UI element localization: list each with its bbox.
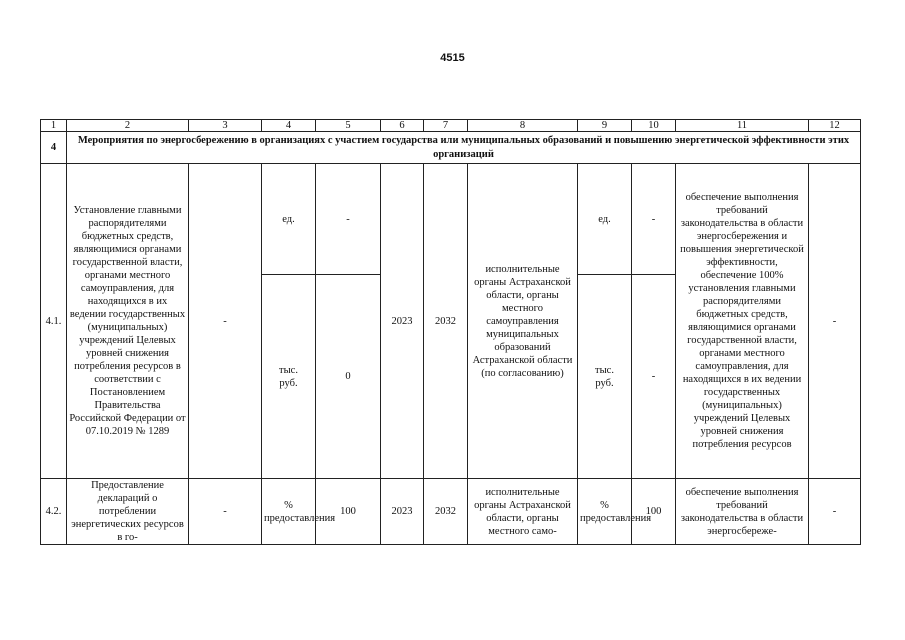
value-cell: 0	[316, 275, 381, 479]
value10-cell: -	[632, 164, 676, 275]
col3-value: -	[189, 479, 262, 545]
year-end: 2032	[424, 479, 468, 545]
col-header: 9	[578, 120, 632, 132]
col-header: 2	[67, 120, 189, 132]
expected-result: обеспечение выполнения требований законодательства в области энергосбережения и повышения энергетической эффективности, обеспечение 100% установления главными распорядителями бюджетных средств, являющимися органами государственной власти, органами местного самоуправления, для находящихся в их ведении государственных (муниципальных) учреждений Целевых уровней снижения потребления ресурсов	[676, 164, 809, 479]
page-number: 4515	[440, 52, 465, 64]
unit-cell: % предоставления	[262, 479, 316, 545]
col-header: 6	[381, 120, 424, 132]
measures-table	[40, 119, 861, 545]
year-start: 2023	[381, 164, 424, 479]
executor: исполнительные органы Астраханской области, органы местного самоуправления муниципальных образований Астраханской области (по согласованию)	[468, 164, 578, 479]
col-header: 4	[262, 120, 316, 132]
section-row	[41, 132, 861, 164]
expected-result: обеспечение выполнения требований законодательства в области энергосбереже-	[676, 479, 809, 545]
col-header: 7	[424, 120, 468, 132]
unit-cell: ед.	[262, 164, 316, 275]
col-header: 3	[189, 120, 262, 132]
col-header: 11	[676, 120, 809, 132]
value10-cell: 100	[632, 479, 676, 545]
value10-cell: -	[632, 275, 676, 479]
year-end: 2032	[424, 164, 468, 479]
value-cell: 100	[316, 479, 381, 545]
col-header: 8	[468, 120, 578, 132]
table-row	[41, 164, 861, 275]
col-header: 12	[809, 120, 861, 132]
col-header: 5	[316, 120, 381, 132]
col-header: 10	[632, 120, 676, 132]
col12-value: -	[809, 479, 861, 545]
col12-value: -	[809, 164, 861, 479]
measure-description: Установление главными распорядителями бюджетных средств, являющимися органами государственной власти, органами местного самоуправления, для находящихся в их ведении государственных (муниципальных) учреждений Целевых уровней снижения потребления ресурсов в соответствии с Постановлением Правительства Российской Федерации от 07.10.2019 № 1289	[67, 164, 189, 479]
section-number: 4	[41, 132, 67, 164]
unit9-cell: % предоставления	[578, 479, 632, 545]
row-number: 4.2.	[41, 479, 67, 545]
section-title: Мероприятия по энергосбережению в организациях с участием государства или муниципальных образований и повышению энергетической эффективности этих организаций	[67, 132, 861, 164]
col-header: 1	[41, 120, 67, 132]
year-start: 2023	[381, 479, 424, 545]
row-number: 4.1.	[41, 164, 67, 479]
col3-value: -	[189, 164, 262, 479]
measure-description: Предоставление деклараций о потреблении энергетических ресурсов в го-	[67, 479, 189, 545]
table-row	[41, 479, 861, 545]
unit-cell: тыс. руб.	[262, 275, 316, 479]
value-cell: -	[316, 164, 381, 275]
unit9-cell: тыс. руб.	[578, 275, 632, 479]
executor: исполнительные органы Астраханской области, органы местного само-	[468, 479, 578, 545]
column-number-row	[41, 120, 861, 132]
unit9-cell: ед.	[578, 164, 632, 275]
